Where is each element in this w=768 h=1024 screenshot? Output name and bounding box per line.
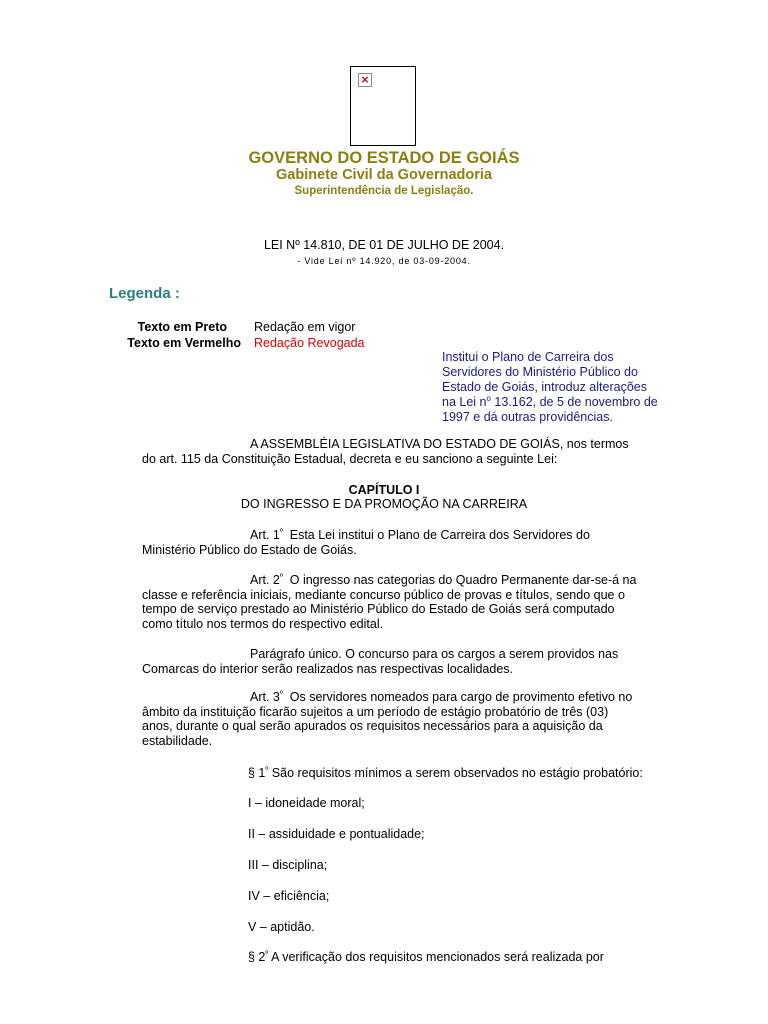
- law-see-also: - Vide Lei nº 14.920, de 03-09-2004.: [297, 256, 471, 266]
- chapter-number: CAPÍTULO I: [348, 483, 420, 497]
- article-1-text: Esta Lei institui o Plano de Carreira dos Servidores do Ministério Público do Estado de Goiás.: [142, 528, 594, 557]
- article-2-text: O ingresso nas categorias do Quadro Permanente dar-se-á na classe e referência iniciais, mediante concurso público de provas e títulos, sendo que o tempo de serviço prestado ao Ministério Público do Estado de Goiás será computado como título nos termos do respectivo edital.: [142, 573, 640, 631]
- article-2-label: Art. 2: [250, 573, 280, 587]
- paragraph-2-text: A verificação dos requisitos mencionados será realizada por: [268, 950, 604, 964]
- legend-value-black: Redação em vigor: [254, 320, 356, 334]
- paragraph-2-label: § 2: [248, 950, 266, 964]
- ementa-text-1: Institui o Plano de Carreira dos Servidores do Ministério Público do Estado de Goiás, introduz alterações na Lei n: [442, 350, 647, 409]
- ementa-text-2: 13.162, de 5 de novembro de 1997 e dá outras providências.: [442, 395, 658, 424]
- legend-value-red: Redação Revogada: [254, 336, 365, 350]
- article-2-sup: º: [279, 572, 283, 581]
- paragraph-2-sup: º: [265, 949, 269, 958]
- list-item: III – disciplina;: [248, 858, 328, 872]
- paragrafo-unico-text: Parágrafo único. O concurso para os cargos a serem providos nas Comarcas do interior serão realizados nas respectivas localidades.: [142, 647, 619, 676]
- legend-heading: Legenda :: [109, 285, 180, 302]
- header-government: GOVERNO DO ESTADO DE GOIÁS: [248, 149, 520, 167]
- article-1: [142, 528, 642, 557]
- header-cabinet: Gabinete Civil da Governadoria: [276, 167, 492, 183]
- paragraph-1: [248, 766, 643, 781]
- list-item: II – assiduidade e pontualidade;: [248, 827, 425, 841]
- article-1-sup: º: [279, 527, 283, 536]
- article-3: [142, 690, 642, 748]
- legend-key-red: Texto em Vermelho: [127, 336, 241, 350]
- paragraph-1-sup: º: [265, 765, 269, 774]
- preamble: [142, 437, 642, 466]
- paragraph-1-label: § 1: [248, 766, 266, 780]
- article-3-sup: º: [279, 689, 283, 698]
- chapter-title: DO INGRESSO E DA PROMOÇÃO NA CARREIRA: [240, 497, 528, 511]
- header-superintendence: Superintendência de Legislação.: [294, 185, 474, 197]
- broken-image-icon: ×: [358, 73, 372, 87]
- article-1-label: Art. 1: [250, 528, 280, 542]
- list-item: IV – eficiência;: [248, 889, 330, 903]
- preamble-text: A ASSEMBLÉIA LEGISLATIVA DO ESTADO DE GOIÁS, nos termos do art. 115 da Constituição Estadual, decreta e eu sanciono a seguinte Lei:: [142, 437, 629, 466]
- list-item: I – idoneidade moral;: [248, 796, 365, 810]
- ementa-sup: o: [486, 394, 491, 403]
- legend-key-black: Texto em Preto: [137, 320, 227, 334]
- article-2: [142, 573, 642, 631]
- paragraph-1-text: São requisitos mínimos a serem observados no estágio probatório:: [268, 766, 643, 780]
- paragraph-2: [248, 950, 604, 965]
- list-item: V – aptidão.: [248, 920, 315, 934]
- law-title: LEI Nº 14.810, DE 01 DE JULHO DE 2004.: [263, 238, 505, 252]
- ementa: [442, 350, 662, 425]
- logo-image-placeholder: [350, 66, 416, 146]
- article-3-text: Os servidores nomeados para cargo de provimento efetivo no âmbito da instituição ficarão sujeitos a um período de estágio probatório de três (03) anos, durante o qual serão apurados os requisitos necessários para a aquisição da estabilidade.: [142, 690, 636, 748]
- paragrafo-unico: [142, 647, 642, 676]
- article-3-label: Art. 3: [250, 690, 280, 704]
